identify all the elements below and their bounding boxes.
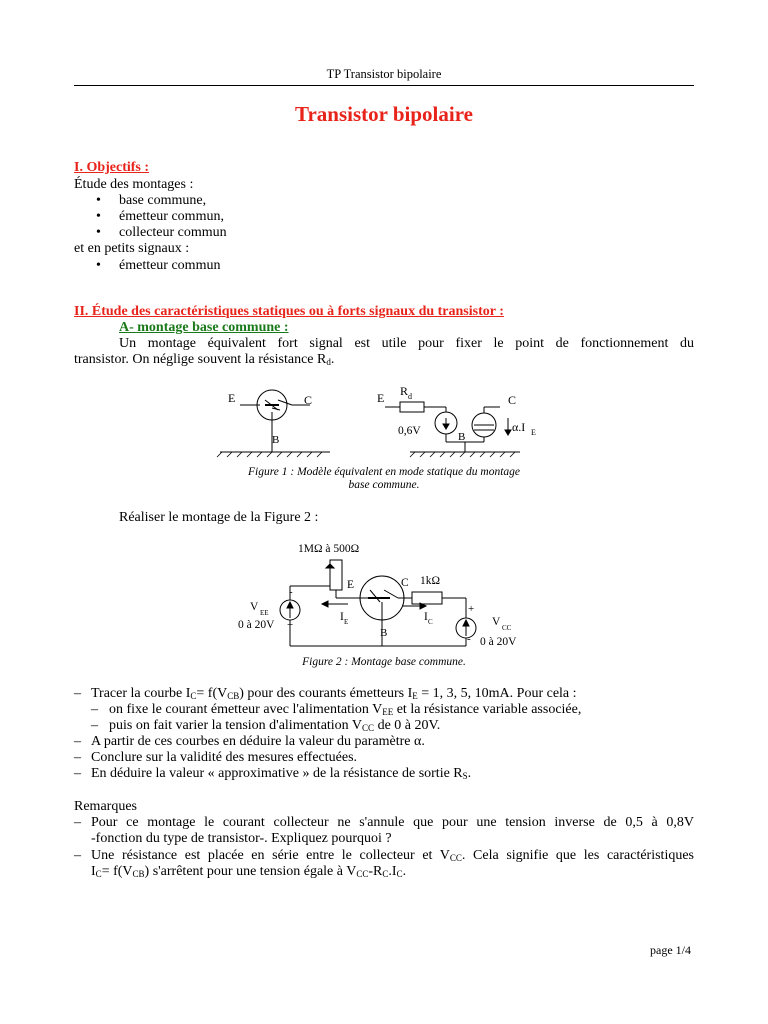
page-header: TP Transistor bipolaire: [326, 67, 442, 81]
dash-icon: –: [91, 718, 98, 733]
label-vcc-sub: CC: [502, 624, 512, 632]
label-pot: 1MΩ à 500Ω: [298, 543, 360, 555]
dash-icon: –: [74, 815, 81, 830]
label-ic: I: [424, 611, 428, 623]
bullet-icon: •: [96, 225, 101, 240]
task-item: puis on fait varier la tension d'alimentation $V_{CC}$ de 0 à 20V.: [109, 718, 441, 733]
label-b: B: [380, 627, 388, 639]
dash-icon: –: [74, 750, 81, 765]
label-vee-range: 0 à 20V: [238, 619, 275, 631]
dash-icon: –: [91, 702, 98, 717]
section1-intro: Étude des montages :: [74, 177, 194, 192]
label-vcc-range: 0 à 20V: [480, 636, 517, 648]
remark-line: $I_C= f(V_{CB})$ s'arrêtent pour une tension égale à $V_{CC}-R_C.I_C$.: [91, 864, 407, 879]
figure1-diagram: [220, 380, 536, 464]
label-e: E: [228, 391, 236, 405]
label-ie-sub: E: [344, 618, 349, 626]
label-e: E: [377, 391, 385, 405]
paragraph-line: Un montage équivalent fort signal est utile pour fixer le point de fonctionnement du: [119, 336, 694, 351]
label-ic-sub: C: [428, 618, 433, 626]
label-plus: +: [287, 619, 294, 631]
list-item: collecteur commun: [119, 225, 227, 240]
figure2-caption: Figure 2 : Montage base commune.: [302, 656, 466, 668]
task-item: En déduire la valeur « approximative » de la résistance de sortie $R_S$.: [91, 766, 472, 781]
list-item: émetteur commun: [119, 258, 221, 273]
bullet-icon: •: [96, 258, 101, 273]
task-item: on fixe le courant émetteur avec l'alimentation $V_{EE}$ et la résistance variable associée,: [109, 702, 582, 717]
paragraph-line: transistor. On néglige souvent la résistance $R_d$.: [74, 352, 335, 367]
bullet-icon: •: [96, 193, 101, 208]
label-ie: I: [340, 611, 344, 623]
task-item: A partir de ces courbes en déduire la valeur du paramètre α.: [91, 734, 425, 749]
label-vcc: V: [492, 616, 501, 628]
list-item: émetteur commun,: [119, 209, 224, 224]
figure1-caption: Figure 1 : Modèle équivalent en mode statique du montage base commune.: [248, 466, 520, 491]
label-rd-sub: d: [408, 392, 412, 401]
section1-intro2: et en petits signaux :: [74, 241, 190, 256]
dash-icon: –: [74, 848, 81, 863]
label-c: C: [508, 393, 517, 407]
dash-icon: –: [74, 686, 81, 701]
label-rd: R: [400, 384, 409, 398]
label-minus: -: [467, 633, 471, 645]
label-voltage: 0,6V: [398, 425, 421, 437]
page-number: page 1/4: [650, 943, 691, 957]
page-title: Transistor bipolaire: [295, 102, 473, 126]
label-r1k: 1kΩ: [420, 575, 441, 587]
dash-icon: –: [74, 734, 81, 749]
list-item: base commune,: [119, 193, 207, 208]
label-vee-sub: EE: [260, 609, 269, 617]
remark-line: -fonction du type de transistor-. Expliquez pourquoi ?: [91, 831, 392, 846]
section2-heading: II. Étude des caractéristiques statiques ou à forts signaux du transistor :: [74, 304, 504, 319]
bullet-icon: •: [96, 209, 101, 224]
remark-line: Une résistance est placée en série entre le collecteur et $V_{CC}$. Cela signifie que les caractéristiques: [91, 848, 695, 863]
remark-line: Pour ce montage le courant collecteur ne s'annule que pour une tension inverse de 0,5 à 0,8V: [91, 815, 694, 830]
label-b: B: [458, 431, 466, 443]
label-c: C: [304, 393, 313, 407]
label-alpha-sub: E: [531, 428, 536, 437]
instruction-text: Réaliser le montage de la Figure 2 :: [119, 510, 319, 525]
section2-subheading: A- montage base commune :: [119, 320, 289, 335]
figure2-diagram: [230, 538, 540, 656]
label-minus: -: [289, 586, 293, 598]
task-item: Conclure sur la validité des mesures effectuées.: [91, 750, 358, 765]
header-rule: [74, 85, 694, 86]
label-vee: V: [250, 601, 259, 613]
label-b: B: [272, 434, 280, 446]
section1-heading: I. Objectifs :: [74, 160, 150, 175]
label-c: C: [401, 577, 409, 589]
task-item: Tracer la courbe $I_C= f(V_{CB})$ pour des courants émetteurs $I_E = 1$, 3, 5, 10mA. Pour cela :: [91, 686, 577, 701]
dash-icon: –: [74, 766, 81, 781]
label-e: E: [347, 579, 355, 591]
label-alpha: α.I: [512, 420, 526, 434]
label-plus: +: [468, 603, 475, 615]
remarks-heading: Remarques: [74, 799, 137, 814]
